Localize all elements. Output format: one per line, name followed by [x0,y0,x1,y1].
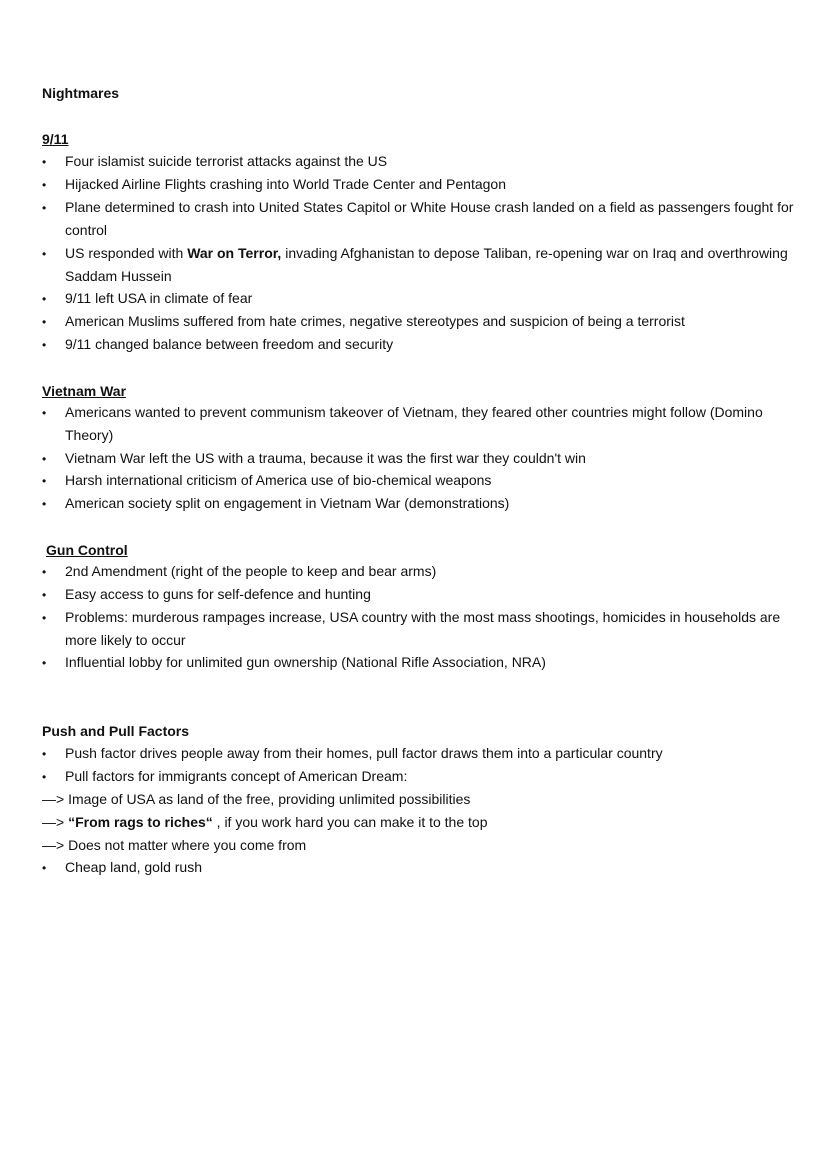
bullet-icon: • [42,247,47,261]
list-item: Harsh international criticism of America use of bio-chemical weapons [65,472,492,488]
arrow-item-text: Does not matter where you come from [68,837,307,853]
list-item: Push factor drives people away from their homes, pull factor draws them into a particular country [65,745,663,761]
bullet-icon: • [42,452,47,466]
arrow-item [42,813,487,831]
bullet-icon: • [42,155,47,169]
bullet-icon: • [42,178,47,192]
bullet-icon: • [42,611,47,625]
emphasis-text: “From rags to riches“ [68,814,213,830]
list-item: American Muslims suffered from hate crimes, negative stereotypes and suspicion of being a terrorist [65,313,685,329]
list-item: 9/11 changed balance between freedom and security [65,336,394,352]
bullet-icon: • [42,201,47,215]
list-item: 2nd Amendment (right of the people to keep and bear arms) [65,563,437,579]
arrow-item-text: Image of USA as land of the free, providing unlimited possibilities [68,791,471,807]
bullet-icon: • [42,747,47,761]
list-item: Pull factors for immigrants concept of American Dream: [65,768,408,784]
bullet-icon: • [42,292,47,306]
list-item-text: US responded with [65,245,188,261]
list-item: Easy access to guns for self-defence and hunting [65,586,371,602]
list-item: Influential lobby for unlimited gun ownership (National Rifle Association, NRA) [65,654,546,670]
list-item: Vietnam War left the US with a trauma, because it was the first war they couldn't win [65,450,586,466]
arrow-item [42,790,470,808]
section-heading-911: 9/11 [42,131,69,147]
section-heading-push-pull: Push and Pull Factors [42,723,190,739]
list-item: Hijacked Airline Flights crashing into World Trade Center and Pentagon [65,176,506,192]
arrow-icon: —> [42,814,69,830]
bullet-icon: • [42,770,47,784]
arrow-icon: —> [42,791,69,807]
emphasis-text: War on Terror, [187,245,282,261]
bullet-icon: • [42,565,47,579]
bullet-icon: • [42,474,47,488]
bullet-icon: • [42,588,47,602]
list-item: American society split on engagement in Vietnam War (demonstrations) [65,495,510,511]
bullet-icon: • [42,497,47,511]
list-item [65,242,795,288]
bullet-icon: • [42,861,47,875]
arrow-icon: —> [42,837,69,853]
arrow-item-text: , if you work hard you can make it to the top [212,814,488,830]
list-item: Problems: murderous rampages increase, USA country with the most mass shootings, homicides in households are more likely to occur [65,609,781,648]
list-item-text: invading Afghanistan to depose Taliban, re-opening war on Iraq and overthrowing Saddam Hussein [65,245,788,284]
list-item: Plane determined to crash into United States Capitol or White House crash landed on a field as passengers fought for control [65,199,794,238]
bullet-icon: • [42,406,47,420]
section-heading-vietnam: Vietnam War [42,383,127,399]
section-heading-gun-control: Gun Control [46,542,128,558]
bullet-icon: • [42,315,47,329]
arrow-item [42,836,306,854]
document-title: Nightmares [42,85,120,101]
bullet-icon: • [42,656,47,670]
list-item: Four islamist suicide terrorist attacks against the US [65,153,388,169]
list-item: Cheap land, gold rush [65,859,202,875]
bullet-icon: • [42,338,47,352]
list-item: Americans wanted to prevent communism takeover of Vietnam, they feared other countries might follow (Domino Theory) [65,404,763,443]
list-item: 9/11 left USA in climate of fear [65,290,253,306]
